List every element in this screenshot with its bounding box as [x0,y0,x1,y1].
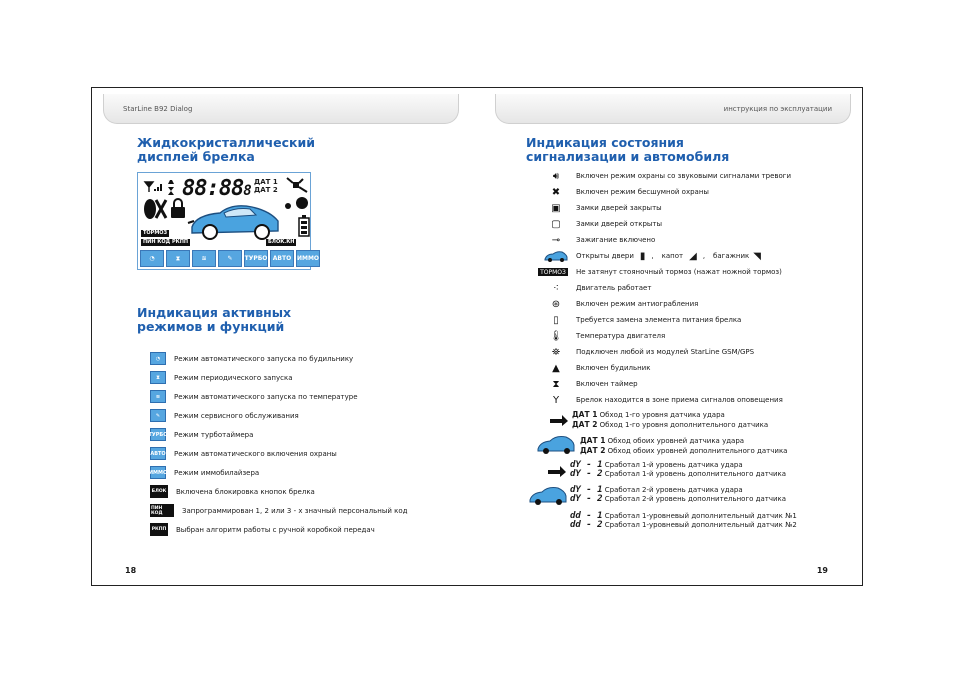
door-icon: ▮ [639,250,646,262]
title-status: Индикация состояния сигнализации и автомобиля [526,135,730,164]
satellite-icon [285,176,309,194]
antenna-icon [141,179,165,193]
list-item: ⊛ Включен режим антиограбления [544,296,791,312]
wrench-icon: ✎ [150,409,166,422]
clock-icon: ◔ [140,250,164,267]
title-active-modes: Индикация активных режимов и функций [137,305,292,334]
car-icon [544,250,568,263]
right-header-text: инструкция по эксплуатации [723,105,832,113]
lcd-dat-labels [254,178,278,194]
speaker-icon: 🔊︎ [552,170,560,182]
key-icon: ⊸ [551,234,561,246]
left-header-tab [103,94,459,124]
sensor-block-2: ДАТ 1 Обход обоих уровней датчика удара ДАТ 2 Обход обоих уровней дополнительного датчика [580,436,788,455]
exhaust-icon: ⁖ [553,282,559,294]
list-item: ≋ Режим автоматического запуска по температуре [150,387,407,406]
antenna-icon: Y [552,394,560,406]
lock-open-icon: ▢ [551,218,561,230]
lcd-tag-block: БЛОК.КН [268,239,295,245]
hood-icon: ◢ [689,250,697,262]
list-item: ИММО Режим иммобилайзера [150,463,407,482]
thermometer-icon: ≋ [192,250,216,267]
list-item: ▲ Включен будильник [544,360,791,376]
list-item: БЛОК Включена блокировка кнопок брелка [150,482,407,501]
car-icon [186,199,282,241]
list-item: Y Брелок находится в зоне приема сигналов оповещения [544,392,791,408]
list-item: 🔊︎ Включен режим охраны со звуковыми сигналами тревоги [544,168,791,184]
rkpp-badge: РКПП [150,523,168,536]
steering-icon: ⊛ [551,298,561,310]
left-header-text: StarLine B92 Dialog [123,105,193,113]
hourglass-icon: ⧗ [150,371,166,384]
mute-icon: ✖ [551,186,561,198]
list-item: ТОРМОЗ Не затянут стояночный тормоз (нажат ножной тормоз) [544,264,791,280]
lcd-mode-cells [140,250,320,267]
thermometer-icon: 🌡︎ [549,330,563,342]
lock-closed-icon: ▣ [551,202,561,214]
list-item: ✖ Включен режим бесшумной охраны [544,184,791,200]
lcd-tag-pin: ПИН КОД [143,239,171,245]
modes-list [150,349,407,539]
shock-sensor-icon [546,462,568,478]
page-number-left: 18 [125,566,137,575]
auto-badge: АВТО [150,447,166,460]
hourglass-icon: ⧗ [552,378,560,390]
car-shock-icon [528,484,568,506]
lcd-cell-auto: АВТО [270,250,294,267]
immo-badge: ИММО [150,466,166,479]
bell-hourglass-icons [166,177,176,195]
bell-icon: ▲ [552,362,560,374]
satellite-icon: ⛯ [552,346,560,358]
lcd-cell-turbo: ТУРБО [244,250,268,267]
booklet-spread [91,87,863,586]
lcd-tag-rkpp: РКПП [172,239,189,245]
turbo-badge: ТУРБО [150,428,166,441]
shock-sensor-icon [548,411,570,427]
list-item: ПИН КОД Запрограммирован 1, 2 или 3 - х значный персональный код [151,505,408,516]
block-badge: БЛОК [150,485,168,498]
trunk-icon: ◥ [753,250,761,262]
list-item: ◔ Режим автоматического запуска по будильнику [150,349,407,368]
lcd-dat1: ДАТ 1 [254,178,278,186]
list-item: ⧗ Включен таймер [544,376,791,392]
thermometer-icon: ≋ [150,390,166,403]
list-item: ✎ Режим сервисного обслуживания [150,406,407,425]
mute-lock-icons [142,197,190,221]
list-item: ⧗ Режим периодического запуска [150,368,407,387]
list-item: РКПП Выбран алгоритм работы с ручной коробкой передач [150,520,407,539]
list-item: ▢ Замки дверей открыты [544,216,791,232]
sensor-block-1: ДАТ 1 Обход 1-го уровня датчика удара ДАТ 2 Обход 1-го уровня дополнительного датчика [572,410,769,429]
list-item: ⊸ Зажигание включено [544,232,791,248]
list-item: ▯ Требуется замена элемента питания брелка [544,312,791,328]
steering-exhaust-icons [282,195,310,211]
list-item: ▣ Замки дверей закрыты [544,200,791,216]
list-item: 🌡︎ Температура двигателя [544,328,791,344]
list-item: АВТО Режим автоматического включения охраны [150,444,407,463]
page-number-right: 19 [816,566,828,575]
battery-icon: ▯ [553,314,559,326]
battery-icon [298,215,310,237]
sensor-block-4: dY - 1 Сработал 2-й уровень датчика удара dY - 2 Сработал 2-й уровень дополнительного датчика [570,485,787,504]
wrench-icon: ✎ [218,250,242,267]
lcd-tag-brake: ТОРМОЗ [143,230,168,236]
list-item: ТУРБО Режим турботаймера [150,425,407,444]
status-list [540,168,792,408]
lcd-clock-digits: 88:888 [182,176,251,201]
brake-icon: ТОРМОЗ [538,268,568,276]
right-header-tab [495,94,851,124]
clock-icon: ◔ [150,352,166,365]
sensor-block-5: dd - 1 Сработал 1-уровневый дополнительный датчик №1 dd - 2 Сработал 1-уровневый дополнительный датчик №2 [570,511,797,530]
list-item: Открыты двери ▮ , капот ◢ , багажник ◥ [544,248,791,264]
list-item: ⛯ Подключен любой из модулей StarLine GSM/GPS [544,344,791,360]
lcd-cell-immo: ИММО [296,250,320,267]
sensor-block-3: dY - 1 Сработал 1-й уровень датчика удара dY - 2 Сработал 1-й уровень дополнительного датчика [570,460,787,479]
hourglass-icon: ⧗ [166,250,190,267]
car-shock-icon [536,433,576,455]
pin-code-badge: ПИН КОД [150,504,174,517]
list-item: ⁖ Двигатель работает [544,280,791,296]
lcd-display-illustration [137,172,320,270]
lcd-dat2: ДАТ 2 [254,186,278,194]
title-lcd-display: Жидкокристаллический дисплей брелка [137,135,316,164]
